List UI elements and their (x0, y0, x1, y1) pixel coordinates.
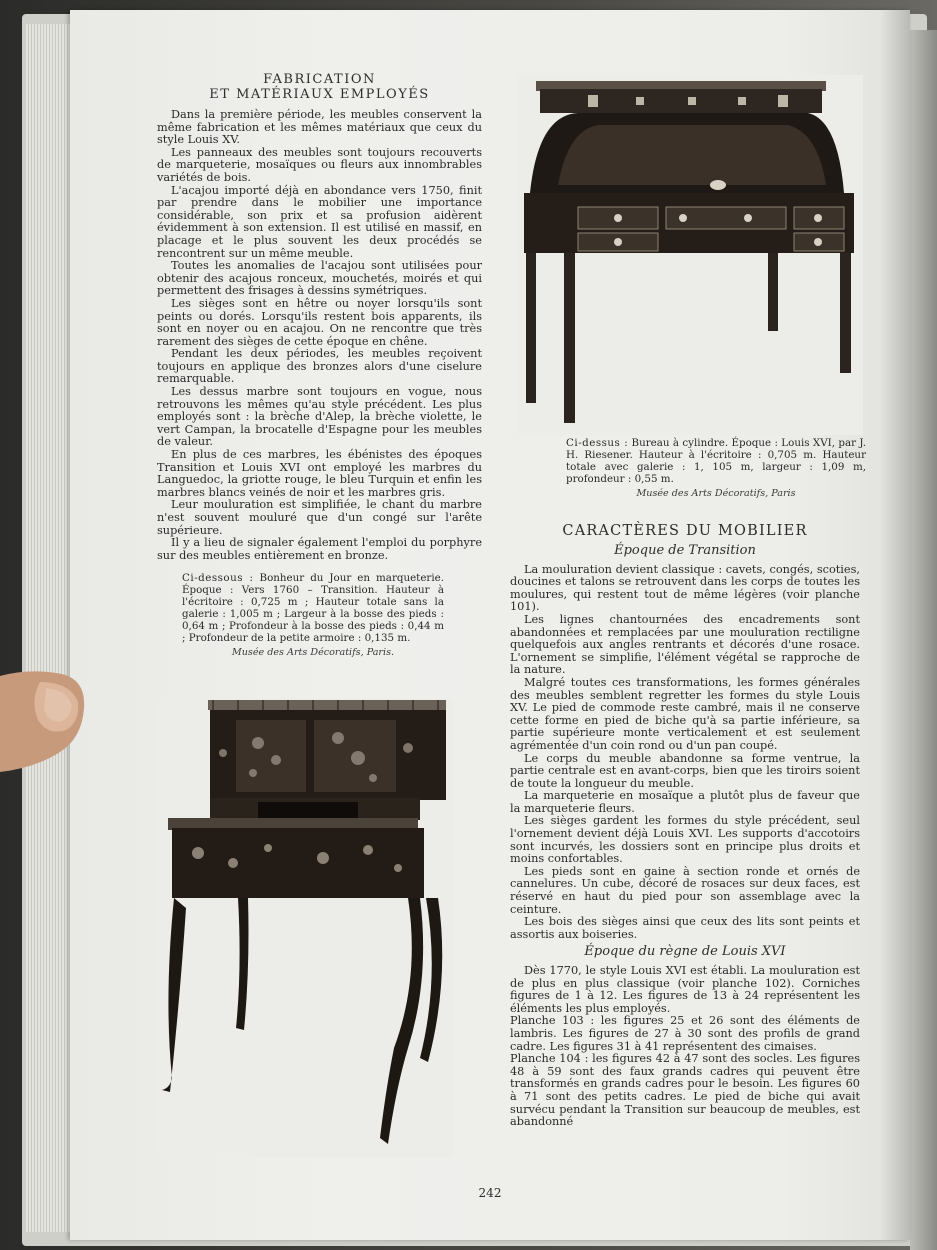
paragraph: La marqueterie en mosaïque a plutôt plus de faveur que la marqueterie fleurs. (510, 789, 860, 815)
paragraph: Dans la première période, les meubles conservent la même fabrication et les mêmes matériaux que ceux du style Louis XV. (157, 108, 482, 147)
thumb (0, 668, 90, 778)
photo-bonheur-du-jour (158, 698, 453, 1158)
caption-text: Bonheur du Jour en marqueterie. Époque : Vers 1760 – Transition. Hauteur à l'écritoire : 0,725 m ; Hauteur totale sans la galerie : 1,005 m ; Largeur à la bosse des pieds : 0,64 m ; Profondeur à la bosse des pieds : 0,44 m ; Profondeur de la petite armoire : 0,135 m. (182, 572, 444, 644)
page-gutter-shadow (880, 10, 910, 1240)
paragraph: Les pieds sont en gaine à section ronde et ornés de cannelures. Un cube, décoré de rosaces sur deux faces, est réservé en haut du pied pour son assemblage avec la ceinture. (510, 864, 860, 916)
paragraph: Les sièges sont en hêtre ou noyer lorsqu'ils sont peints ou dorés. Lorsqu'ils restent bois apparents, ils sont en noyer ou en acajou. On ne rencontre que très rarement des sièges de cette époque en chêne. (157, 296, 482, 348)
paragraph: Pendant les deux périodes, les meubles reçoivent toujours en applique des bronzes alors d'une ciselure remarquable. (157, 347, 482, 386)
paragraph: En plus de ces marbres, les ébénistes des époques Transition et Louis XVI ont employé les marbres du Languedoc, la griotte rouge, le bleu Turquin et enfin les marbres blancs veinés de noir et les marbres gris. (157, 448, 482, 499)
paragraph: Les panneaux des meubles sont toujours recouverts de marqueterie, mosaïques ou fleurs aux innombrables variétés de bois. (157, 145, 482, 184)
section-title-fabrication (157, 72, 482, 102)
lady-desk-illustration (158, 698, 453, 1158)
paragraph: Planche 104 : les figures 42 à 47 sont des socles. Les figures 48 à 59 sont des faux grands cadres qui peuvent être transformés en grands cadres pour le besoin. Les figures 60 à 71 sont des petits cadres. Le pied de biche qui avait survécu pendant la Transition sur beaucoup de meubles, est abandonné (510, 1052, 860, 1129)
photo-bureau-a-cylindre (518, 75, 863, 435)
paragraph: La mouluration devient classique : cavets, congés, scoties, doucines et talons se retrouvent dans les corps de toutes les moulures, qui restent tout de même légères (voir planche 101). (510, 562, 860, 614)
paragraph: Les lignes chantournées des encadrements sont abandonnées et remplacées par une mouluration rectiligne quelquefois aux angles rentrants et décorés d'une rosace. L'ornement se simplifie, l'élément végétal se rapproche de la nature. (510, 612, 860, 677)
thumb-illustration (0, 668, 90, 778)
title-line-1: FABRICATION (263, 72, 376, 87)
caption-lead: Ci-dessus : (566, 437, 629, 449)
facing-page-edge (910, 30, 937, 1250)
section-title-caracteres: CARACTÈRES DU MOBILIER (562, 523, 808, 539)
paragraph: Toutes les anomalies de l'acajou sont utilisées pour obtenir des acajous ronceux, mouchetés, moirés et qui permettent des frisages à dessins symétriques. (157, 259, 482, 298)
paragraph: Dès 1770, le style Louis XVI est établi. La mouluration est de plus en plus classique (voir planche 102). Corniches figures de 1 à 12. Les figures de 13 à 24 représentent les éléments les plus employés. (510, 964, 860, 1015)
paragraph: Il y a lieu de signaler également l'emploi du porphyre sur des meubles entièrement en bronze. (157, 536, 482, 562)
paragraph: Malgré toutes ces transformations, les formes générales des meubles semblent regretter les formes du style Louis XV. Le pied de commode reste cambré, mais il ne conserve cette forme en pied de biche qu'à sa partie inférieure, sa partie supérieure monte verticalement et est seulement agrémentée d'un coin rond ou d'un pan coupé. (510, 675, 860, 752)
page-number: 242 (478, 1186, 502, 1200)
caption-lead: Ci-dessous : (182, 572, 254, 584)
paragraph: Les bois des sièges ainsi que ceux des lits sont peints et assortis aux boiseries. (510, 915, 860, 941)
paragraph: Leur mouluration est simplifiée, le chant du marbre n'est souvent mouluré que d'un congé sur l'arête supérieure. (157, 498, 482, 537)
caption-bonheur-du-jour (182, 572, 444, 659)
subtitle-transition: Époque de Transition (614, 543, 756, 558)
paragraph: Les sièges gardent les formes du style précédent, seul l'ornement devient déjà Louis XVI. Les supports d'accotoirs sont incurvés, les dossiers sont en principe plus droits et moins confortables. (510, 814, 860, 866)
caption-museum: Musée des Arts Décoratifs, Paris. (231, 647, 395, 658)
paragraph: Les dessus marbre sont toujours en vogue, nous retrouvons les mêmes qu'au style précédent. Les plus employés sont : la brèche d'Alep, la brèche violette, le vert Campan, la brocatelle d'Espagne pour les meubles de valeur. (157, 385, 482, 449)
paragraph: Le corps du meuble abandonne sa forme ventrue, la partie centrale est en avant-corps, bien que les tiroirs soient de toute la longueur du meuble. (510, 751, 860, 790)
right-column (510, 520, 860, 1129)
left-column (157, 72, 482, 562)
caption-museum: Musée des Arts Décoratifs, Paris (636, 488, 796, 499)
subtitle-louis-xvi: Époque du règne de Louis XVI (584, 944, 786, 960)
caption-bureau (566, 437, 866, 500)
paragraph: Planche 103 : les figures 25 et 26 sont des éléments de lambris. Les figures de 27 à 30 sont des profils de grand cadre. Les figures 31 à 41 représentent des cimaises. (510, 1014, 860, 1053)
paragraph: L'acajou importé déjà en abondance vers 1750, finit par prendre dans le mobilier une importance considérable, son prix et sa profusion aidèrent évidemment à son extension. Il est utilisé en massif, en placage et le plus souvent les deux procédés se rencontrent sur un même meuble. (157, 183, 482, 260)
roll-top-desk-illustration (518, 75, 863, 435)
caption-text: Bureau à cylindre. Époque : Louis XVI, par J. H. Riesener. Hauteur à l'écritoire : 0,705 m. Hauteur totale avec galerie : 1, 105 m, largeur : 1,09 m, profondeur : 0,55 m. (566, 437, 867, 485)
title-line-2: ET MATÉRIAUX EMPLOYÉS (209, 87, 430, 102)
